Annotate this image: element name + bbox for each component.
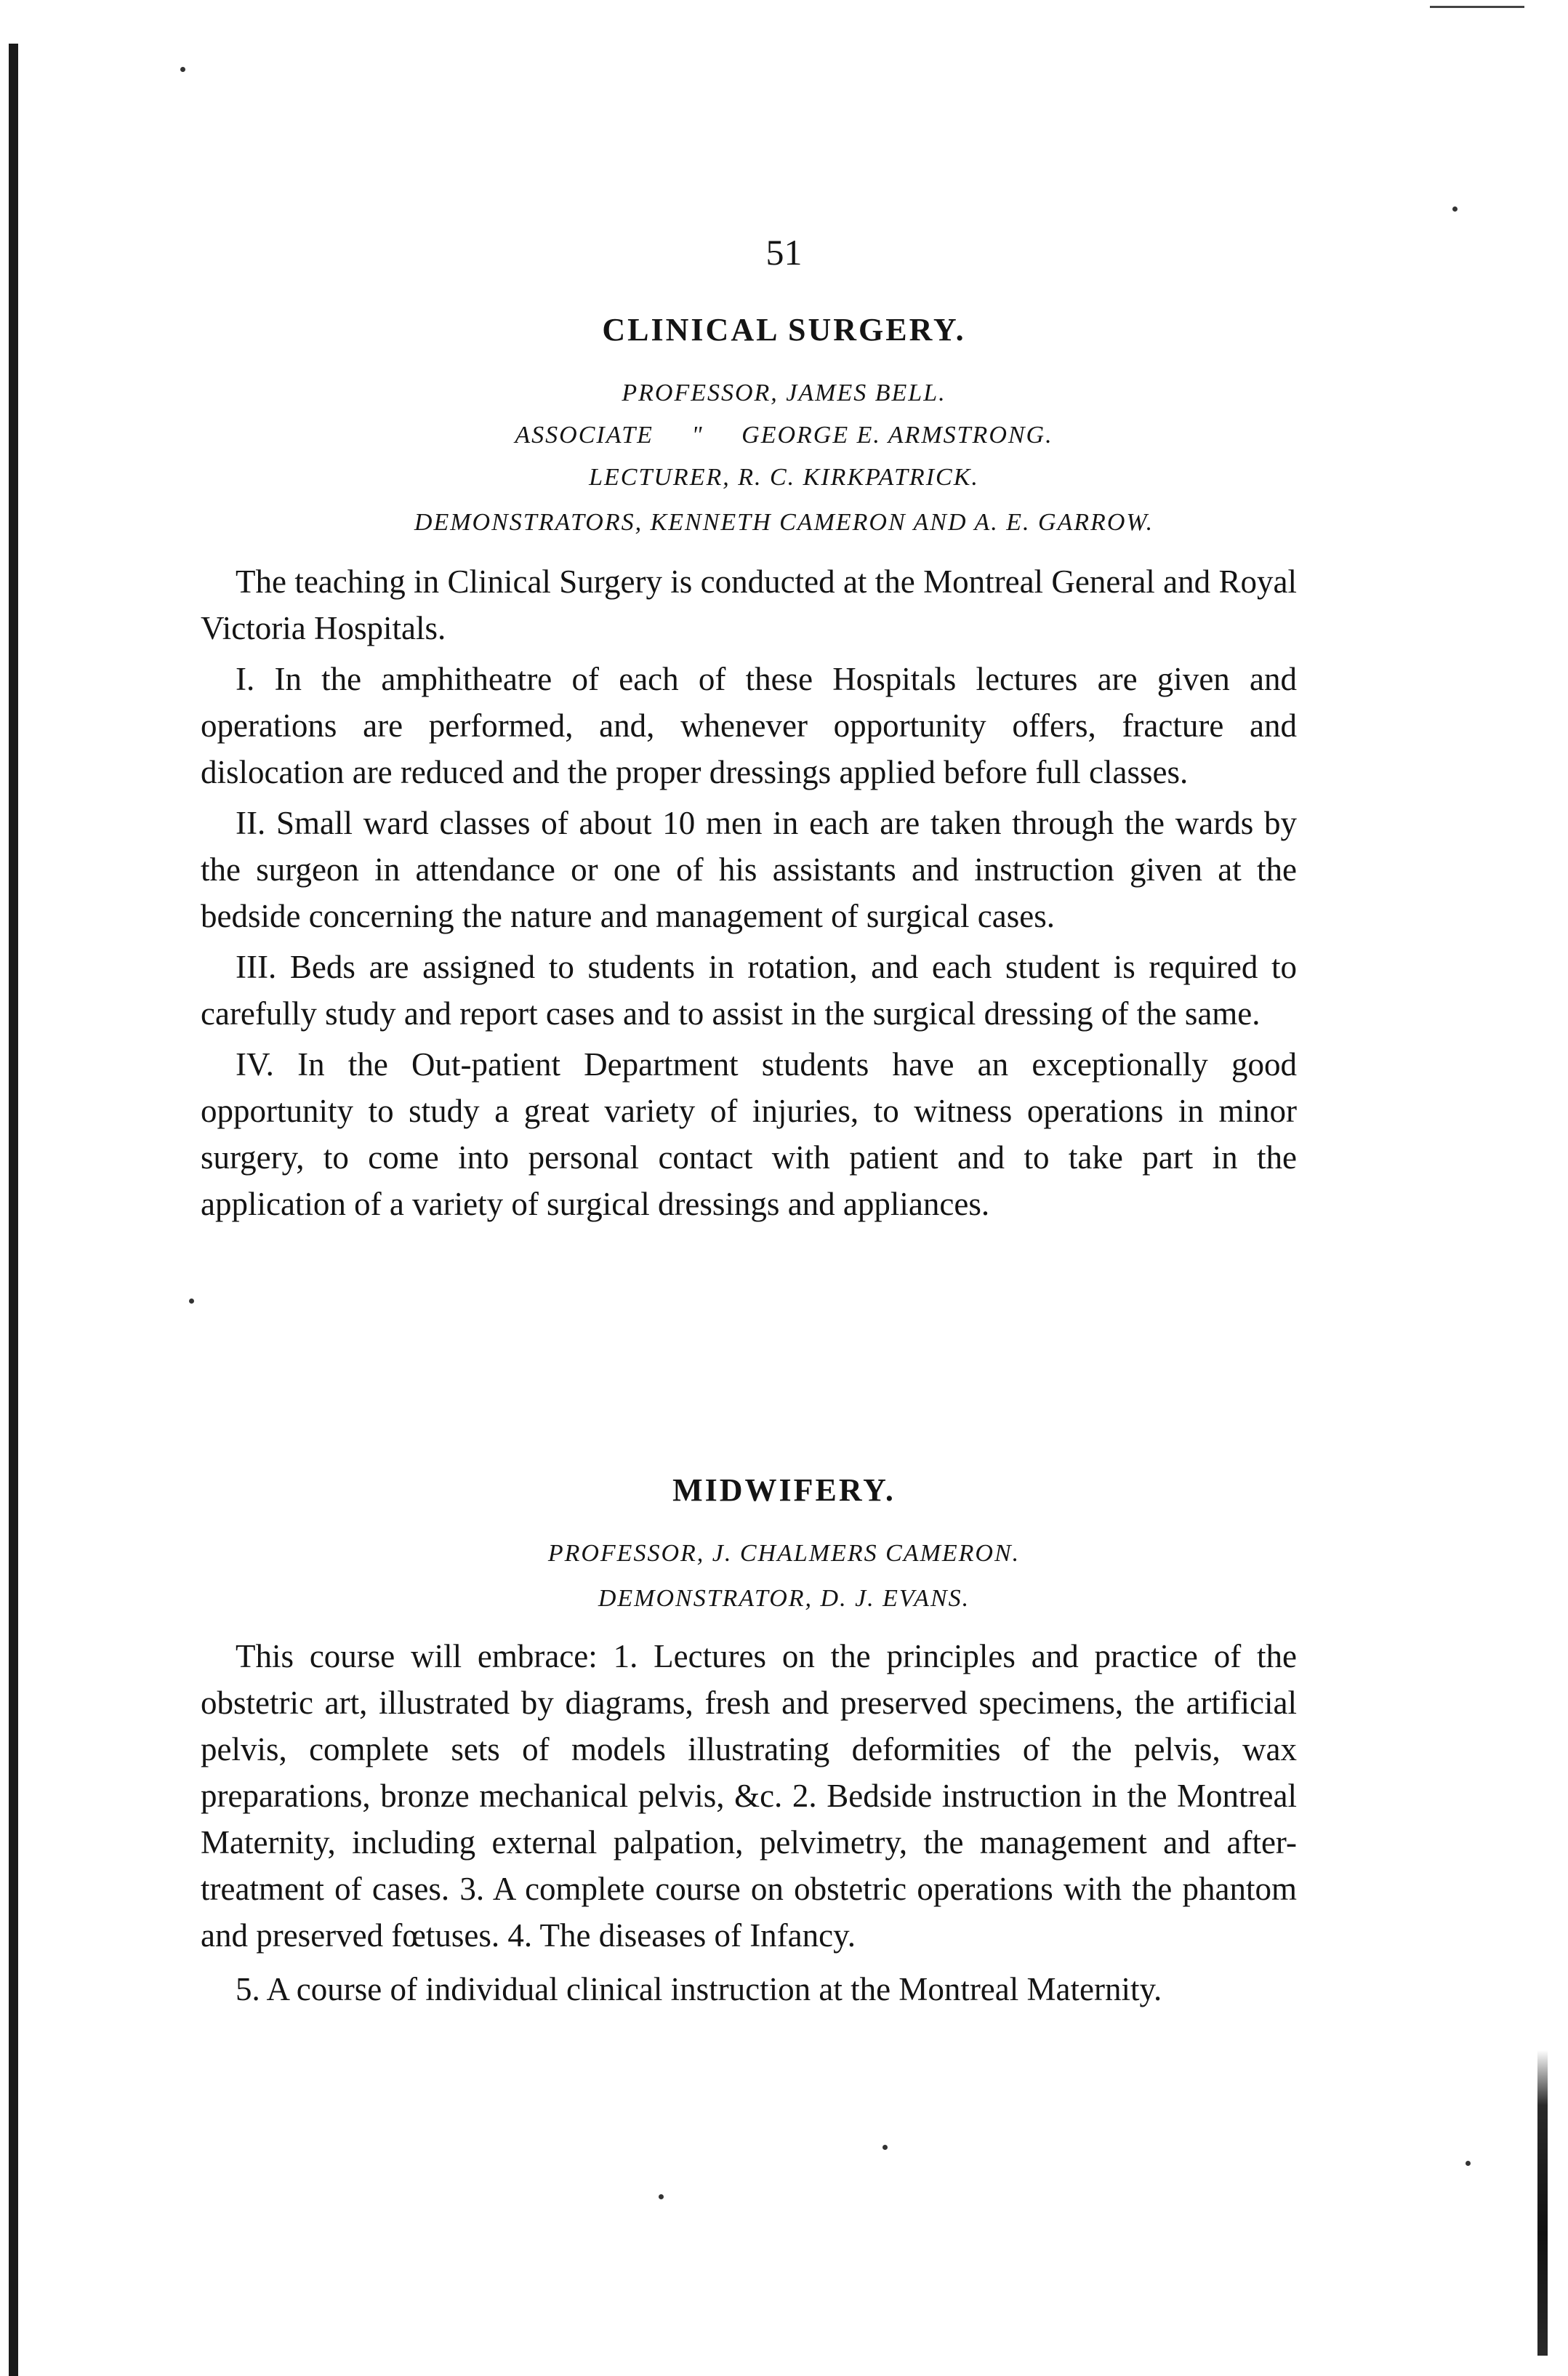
staff-line-associate: ASSOCIATE " GEORGE E. ARMSTRONG. [515,422,1053,449]
paragraph: II. Small ward classes of about 10 men in each are taken through the wards by the surgeon in attendance or one of his assistants and instruction given at the bedside concerning the nature and management of surgical cases. [201,805,1297,934]
staff-line-professor: PROFESSOR, J. CHALMERS CAMERON. [547,1540,1021,1567]
scan-speck [1466,2161,1471,2166]
page-number: 51 [765,232,803,273]
paragraph: I. In the amphitheatre of each of these Hospitals lectures are given and operations are performed, and, whenever opportunity offers, fracture and dislocation are reduced and the proper dressings applied before full classes. [201,661,1297,790]
scan-speck [1452,206,1458,212]
scan-speck [882,2145,888,2150]
paragraph: The teaching in Clinical Surgery is conducted at the Montreal General and Royal Victoria Hospitals. [201,563,1297,646]
scan-speck [659,2194,664,2199]
paragraph: IV. In the Out-patient Department students have an exceptionally good opportunity to study a great variety of injuries, to witness operations in minor surgery, to come into personal contact with patient and to take part in the application of a variety of surgical dressings and appliances. [201,1046,1297,1222]
staff-line-lecturer: LECTURER, R. C. KIRKPATRICK. [589,464,979,491]
clinical-surgery-body [201,558,1297,1227]
paragraph: 5. A course of individual clinical instruction at the Montreal Maternity. [236,1971,1162,2007]
scan-speck [180,67,185,72]
scan-edge-line [1430,6,1524,8]
paragraph: This course will embrace: 1. Lectures on the principles and practice of the obstetric art, illustrated by diagrams, fresh and preserved specimens, the artificial pelvis, complete sets of models illustrating deformities of the pelvis, wax preparations, bronze mechanical pelvis, &c. 2. Bedside instruction in the Montreal Maternity, including external palpation, pelvimetry, the management and after-treatment of cases. 3. A complete course on obstetric operations with the phantom and preserved fœtuses. 4. The diseases of Infancy. [201,1638,1297,1954]
midwifery-body [201,1633,1297,2012]
section-heading-midwifery: MIDWIFERY. [672,1472,896,1508]
staff-line-demonstrator: DEMONSTRATOR, D. J. EVANS. [598,1585,970,1612]
staff-line-professor: PROFESSOR, JAMES BELL. [622,380,946,406]
paragraph: III. Beds are assigned to students in rotation, and each student is required to carefully study and report cases and to assist in the surgical dressing of the same. [201,949,1297,1032]
staff-line-demonstrators: DEMONSTRATORS, KENNETH CAMERON AND A. E. GARROW. [414,509,1154,536]
scan-speck [189,1299,194,1304]
binding-edge-shadow-right [1537,2050,1548,2356]
section-heading-clinical-surgery: CLINICAL SURGERY. [602,312,966,348]
